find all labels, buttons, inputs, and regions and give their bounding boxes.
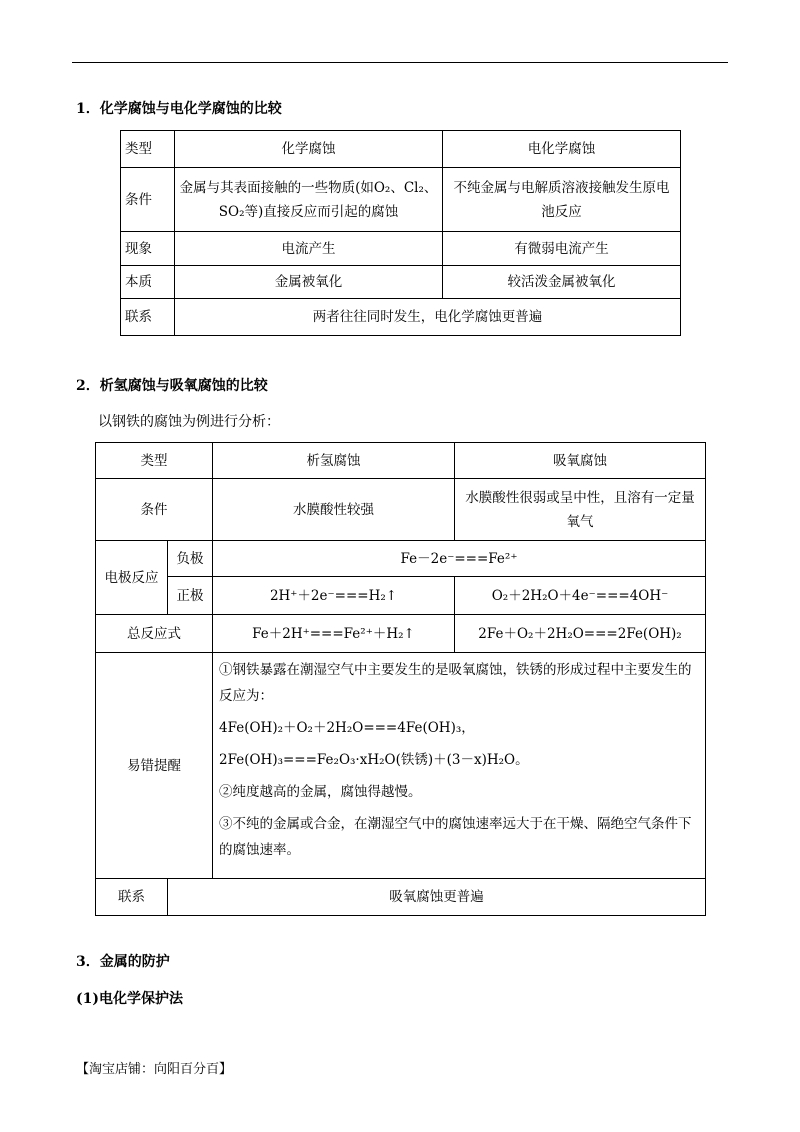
electro-essence: 较活泼金属被氧化 bbox=[443, 266, 681, 299]
overall-oxygen: 2Fe＋O₂＋2H₂O===2Fe(OH)₂ bbox=[455, 615, 706, 653]
note-item: 2Fe(OH)₃===Fe₂O₃·xH₂O(铁锈)＋(3－x)H₂O。 bbox=[219, 752, 529, 768]
notes-cell bbox=[213, 653, 706, 879]
electro-phenomenon: 有微弱电流产生 bbox=[443, 232, 681, 266]
header-oxygen: 吸氧腐蚀 bbox=[455, 443, 706, 479]
row-label-condition: 条件 bbox=[121, 168, 175, 232]
section3-subheading: (1)电化学保护法 bbox=[76, 991, 183, 1007]
footer-shop: 【淘宝店铺：向阳百分百】 bbox=[76, 1062, 233, 1077]
section2-intro: 以钢铁的腐蚀为例进行分析： bbox=[98, 414, 280, 430]
row-label-overall: 总反应式 bbox=[96, 615, 213, 653]
row-label-relation: 联系 bbox=[121, 299, 175, 336]
positive-oxygen: O₂＋2H₂O＋4e⁻===4OH⁻ bbox=[455, 577, 706, 615]
top-rule bbox=[72, 62, 728, 63]
row-label-notes: 易错提醒 bbox=[96, 653, 213, 879]
positive-hydrogen: 2H⁺＋2e⁻===H₂↑ bbox=[213, 577, 455, 615]
row-label-electrode: 电极反应 bbox=[96, 541, 168, 615]
chem-essence: 金属被氧化 bbox=[175, 266, 443, 299]
header-type: 类型 bbox=[96, 443, 213, 479]
relation-text: 吸氧腐蚀更普遍 bbox=[168, 879, 706, 916]
hydrogen-condition: 水膜酸性较强 bbox=[213, 479, 455, 541]
header-electrochemical: 电化学腐蚀 bbox=[443, 131, 681, 168]
table-chem-vs-electro bbox=[120, 130, 681, 336]
table-hydrogen-vs-oxygen bbox=[95, 442, 706, 916]
negative-reaction: Fe－2e⁻===Fe²⁺ bbox=[213, 541, 706, 577]
note-item: ②纯度越高的金属，腐蚀得越慢。 bbox=[219, 784, 422, 800]
overall-hydrogen: Fe＋2H⁺===Fe²⁺＋H₂↑ bbox=[213, 615, 455, 653]
label-negative: 负极 bbox=[168, 541, 213, 577]
chem-phenomenon: 电流产生 bbox=[175, 232, 443, 266]
section1-heading: 1．化学腐蚀与电化学腐蚀的比较 bbox=[76, 101, 282, 117]
relation-text: 两者往往同时发生，电化学腐蚀更普遍 bbox=[175, 299, 681, 336]
row-label-phenomenon: 现象 bbox=[121, 232, 175, 266]
electro-condition: 不纯金属与电解质溶液接触发生原电池反应 bbox=[443, 168, 681, 232]
note-item: 4Fe(OH)₂＋O₂＋2H₂O===4Fe(OH)₃， bbox=[219, 720, 475, 736]
header-chemical: 化学腐蚀 bbox=[175, 131, 443, 168]
row-label-condition: 条件 bbox=[96, 479, 213, 541]
note-item: ③不纯的金属或合金，在潮湿空气中的腐蚀速率远大于在干燥、隔绝空气条件下的腐蚀速率。 bbox=[219, 816, 692, 858]
row-label-relation: 联系 bbox=[96, 879, 168, 916]
section2-heading: 2．析氢腐蚀与吸氧腐蚀的比较 bbox=[76, 378, 268, 394]
header-hydrogen: 析氢腐蚀 bbox=[213, 443, 455, 479]
header-type: 类型 bbox=[121, 131, 175, 168]
label-positive: 正极 bbox=[168, 577, 213, 615]
row-label-essence: 本质 bbox=[121, 266, 175, 299]
oxygen-condition: 水膜酸性很弱或呈中性，且溶有一定量氧气 bbox=[455, 479, 706, 541]
chem-condition: 金属与其表面接触的一些物质(如O₂、Cl₂、SO₂等)直接反应而引起的腐蚀 bbox=[175, 168, 443, 232]
section3-heading: 3．金属的防护 bbox=[76, 954, 170, 970]
note-item: ①钢铁暴露在潮湿空气中主要发生的是吸氧腐蚀，铁锈的形成过程中主要发生的反应为： bbox=[219, 662, 692, 704]
